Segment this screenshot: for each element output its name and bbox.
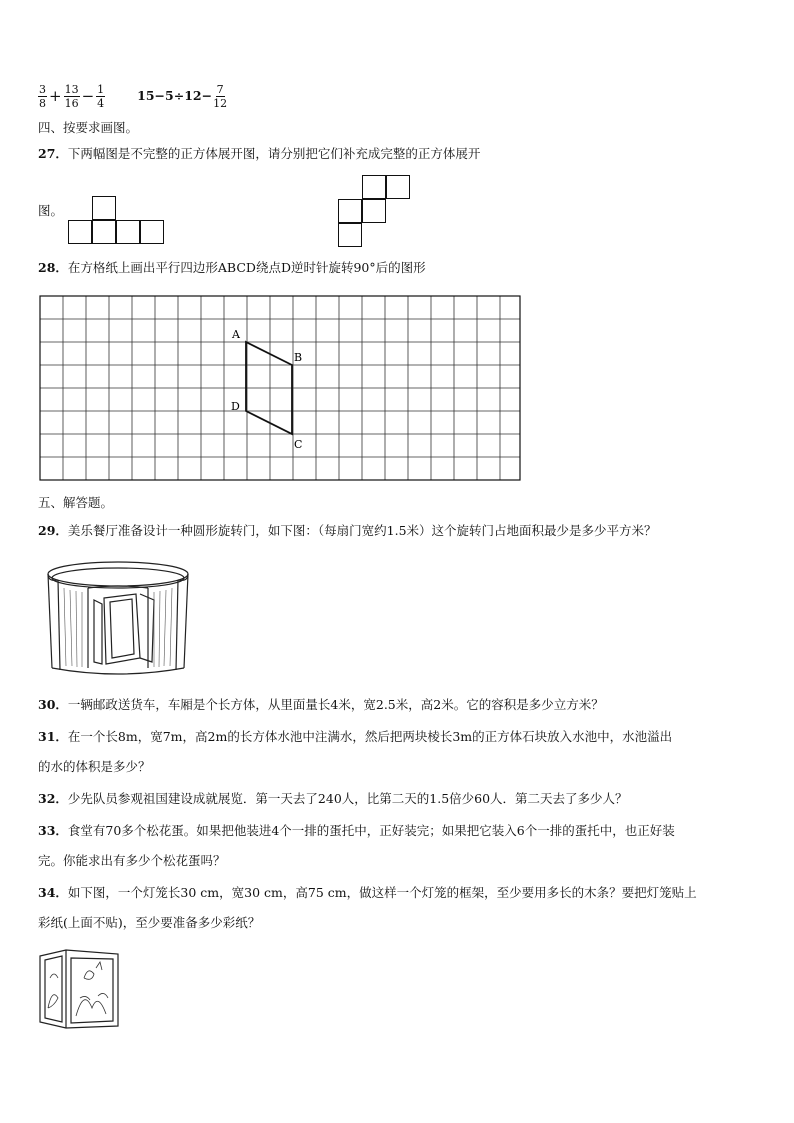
question-28: 28．在方格纸上画出平行四边形ABCD绕点D逆时针旋转90°后的图形 (38, 260, 426, 275)
revolving-door-image (44, 558, 192, 676)
question-31-cont: 的水的体积是多少？ (38, 759, 151, 774)
question-34-cont: 彩纸(上面不贴)，至少要准备多少彩纸？ (38, 915, 261, 930)
question-33: 33．食堂有70多个松花蛋。如果把他装进4个一排的蛋托中，正好装完；如果把它装入6个一排的蛋托中，也正好装 (38, 823, 675, 838)
vertex-label-c: C (294, 438, 303, 451)
fraction: $\frac{1}{4}$ (97, 82, 105, 110)
operator: − (81, 87, 95, 105)
question-32: 32．少先队员参观祖国建设成就展览．第一天去了240人，比第二天的1.5倍少60人．第二天去了多少人？ (38, 791, 628, 806)
question-27: 27．下两幅图是不完整的正方体展开图，请分别把它们补充成完整的正方体展开 (38, 146, 481, 161)
section-5-title: 五、解答题。 (38, 495, 114, 510)
vertex-label-b: B (294, 351, 303, 364)
question-31: 31．在一个长8m，宽7m，高2m的长方体水池中注满水，然后把两块棱长3m的正方体石块放入水池中，水池溢出 (38, 729, 673, 744)
question-30: 30．一辆邮政送货车，车厢是个长方体，从里面量长4米，宽2.5米，高2米。它的容积是多少立方米？ (38, 697, 604, 712)
operator: + (49, 87, 62, 105)
expression-2: 15−5÷12− (137, 88, 213, 103)
question-29: 29．美乐餐厅准备设计一种圆形旋转门，如下图：（每扇门宽约1.5米）这个旋转门占地面积最少是多少平方米？ (38, 523, 657, 538)
lantern-image (36, 948, 122, 1030)
grid-paper (38, 294, 522, 482)
vertex-label-a: A (232, 328, 240, 341)
question-34: 34．如下图，一个灯笼长30 cm，宽30 cm，高75 cm，做这样一个灯笼的框架，至少要用多长的木条？要把灯笼贴上 (38, 885, 697, 900)
fraction: $\frac{13}{16}$ (64, 82, 79, 110)
vertex-label-d: D (231, 400, 240, 413)
section-4-title: 四、按要求画图。 (38, 120, 139, 135)
fraction: $\frac{3}{8}$ (39, 82, 46, 110)
question-33-cont: 完。你能求出有多少个松花蛋吗？ (38, 853, 226, 868)
fraction: $\frac{7}{12}$ (213, 82, 228, 110)
calc-line (38, 76, 228, 116)
question-27-cont: 图。 (38, 203, 64, 218)
